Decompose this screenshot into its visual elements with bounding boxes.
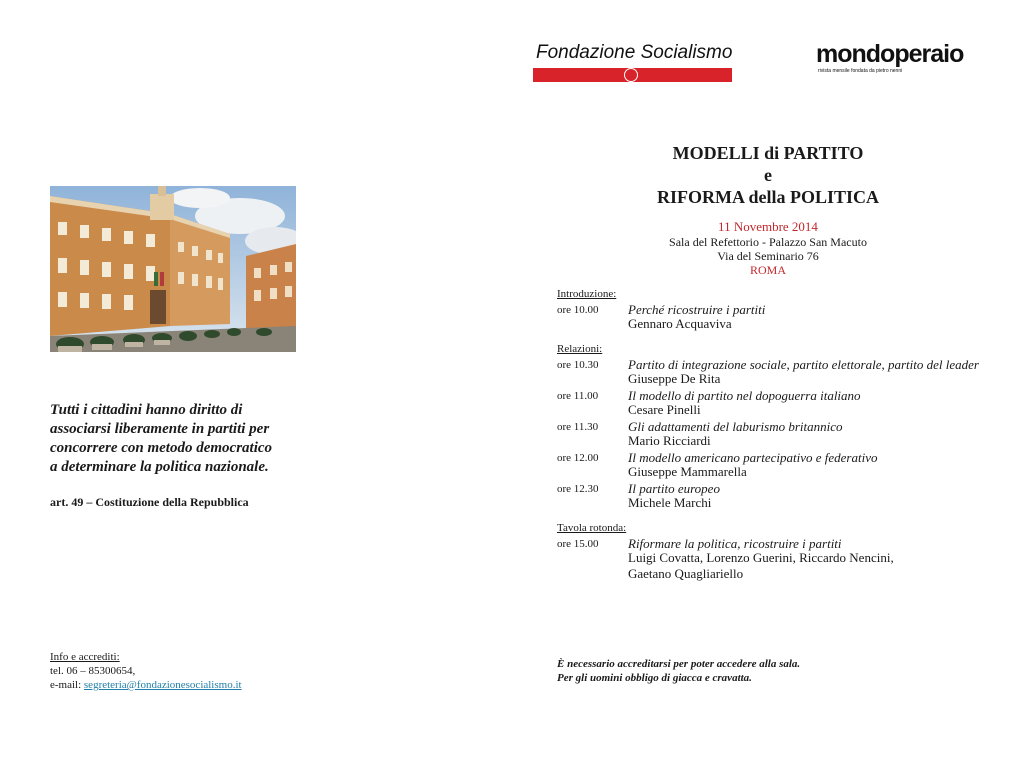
talk-title: Perché ricostruire i partiti: [628, 302, 766, 317]
notice-line: È necessario accreditarsi per poter accedere alla sala.: [557, 658, 801, 670]
quote-line: Tutti i cittadini hanno diritto di: [50, 402, 243, 418]
info-email-row: [50, 678, 242, 692]
mondoperaio-logo: [816, 40, 988, 78]
talk-title: Partito di integrazione sociale, partito elettorale, partito del leader: [628, 357, 979, 372]
event-date: 11 Novembre 2014: [718, 219, 818, 234]
programme-item: [557, 449, 987, 480]
talk-title: Il partito europeo: [628, 481, 720, 496]
item-time: ore 10.00: [557, 304, 599, 316]
notice-line: Per gli uomini obbligo di giacca e cravatta.: [557, 672, 752, 684]
quote-line: a determinare la politica nazionale.: [50, 459, 269, 475]
speaker: Luigi Covatta, Lorenzo Guerini, Riccardo Nencini,: [628, 550, 894, 565]
item-body: [628, 480, 987, 511]
fondazione-logo-text: Fondazione Socialismo: [536, 42, 733, 63]
title-line: e: [764, 165, 772, 185]
fondazione-logo-circle: [624, 68, 638, 82]
item-time: ore 10.30: [557, 359, 599, 371]
programme-section: [557, 343, 987, 511]
talk-title: Il modello americano partecipativo e federativo: [628, 450, 878, 465]
speaker: Giuseppe De Rita: [628, 371, 721, 386]
quote-line: associarsi liberamente in partiti per: [50, 421, 270, 437]
programme: [557, 288, 987, 593]
fondazione-socialismo-logo: [533, 42, 732, 84]
item-body: [628, 356, 987, 387]
info-block: [50, 650, 242, 692]
programme-section: [557, 288, 987, 332]
item-body: [628, 418, 987, 449]
mondoperaio-wordmark: mondoperaio: [816, 40, 964, 68]
speaker: Mario Ricciardi: [628, 433, 711, 448]
info-heading: Info e accrediti:: [50, 651, 120, 663]
title-line: MODELLI di PARTITO: [672, 143, 864, 163]
event-details: [560, 219, 976, 277]
speaker: Michele Marchi: [628, 495, 712, 510]
quote-line: concorrere con metodo democratico: [50, 440, 273, 456]
talk-title: Riformare la politica, ricostruire i partiti: [628, 536, 842, 551]
item-body: [628, 387, 987, 418]
palazzo-montecitorio-photo: [50, 186, 296, 352]
item-time: ore 12.30: [557, 483, 599, 495]
talk-title: Il modello di partito nel dopoguerra italiano: [628, 388, 861, 403]
event-venue: Sala del Refettorio - Palazzo San Macuto: [669, 235, 867, 249]
speaker: Gennaro Acquaviva: [628, 316, 732, 331]
programme-item: [557, 535, 987, 582]
speaker: Gaetano Quagliariello: [628, 566, 744, 581]
section-heading: Tavola rotonda:: [557, 522, 627, 534]
info-phone: tel. 06 – 85300654,: [50, 665, 136, 677]
section-heading: Relazioni:: [557, 343, 603, 355]
programme-section: [557, 522, 987, 582]
event-address: Via del Seminario 76: [717, 249, 819, 263]
mondoperaio-tagline: rivista mensile fondata da pietro nenni: [818, 68, 903, 74]
quote-source: art. 49 – Costituzione della Repubblica: [50, 495, 249, 509]
talk-title: Gli adattamenti del laburismo britannico: [628, 419, 843, 434]
speaker: Giuseppe Mammarella: [628, 464, 747, 479]
constitution-quote: [50, 401, 320, 477]
item-body: [628, 449, 987, 480]
event-title: [560, 142, 976, 208]
item-time: ore 11.30: [557, 421, 599, 433]
email-link[interactable]: segreteria@fondazionesocialismo.it: [83, 679, 242, 691]
speaker: Cesare Pinelli: [628, 402, 701, 417]
item-body: [628, 535, 987, 582]
programme-item: [557, 356, 987, 387]
programme-item: [557, 480, 987, 511]
event-city: ROMA: [749, 263, 786, 277]
email-label: e-mail:: [50, 679, 84, 691]
section-heading: Introduzione:: [557, 288, 617, 300]
programme-item: [557, 387, 987, 418]
programme-item: [557, 301, 987, 332]
access-notice: [557, 657, 800, 685]
programme-item: [557, 418, 987, 449]
item-time: ore 12.00: [557, 452, 599, 464]
item-body: [628, 301, 987, 332]
title-line: RIFORMA della POLITICA: [656, 187, 879, 207]
item-time: ore 15.00: [557, 538, 599, 550]
item-time: ore 11.00: [557, 390, 599, 402]
